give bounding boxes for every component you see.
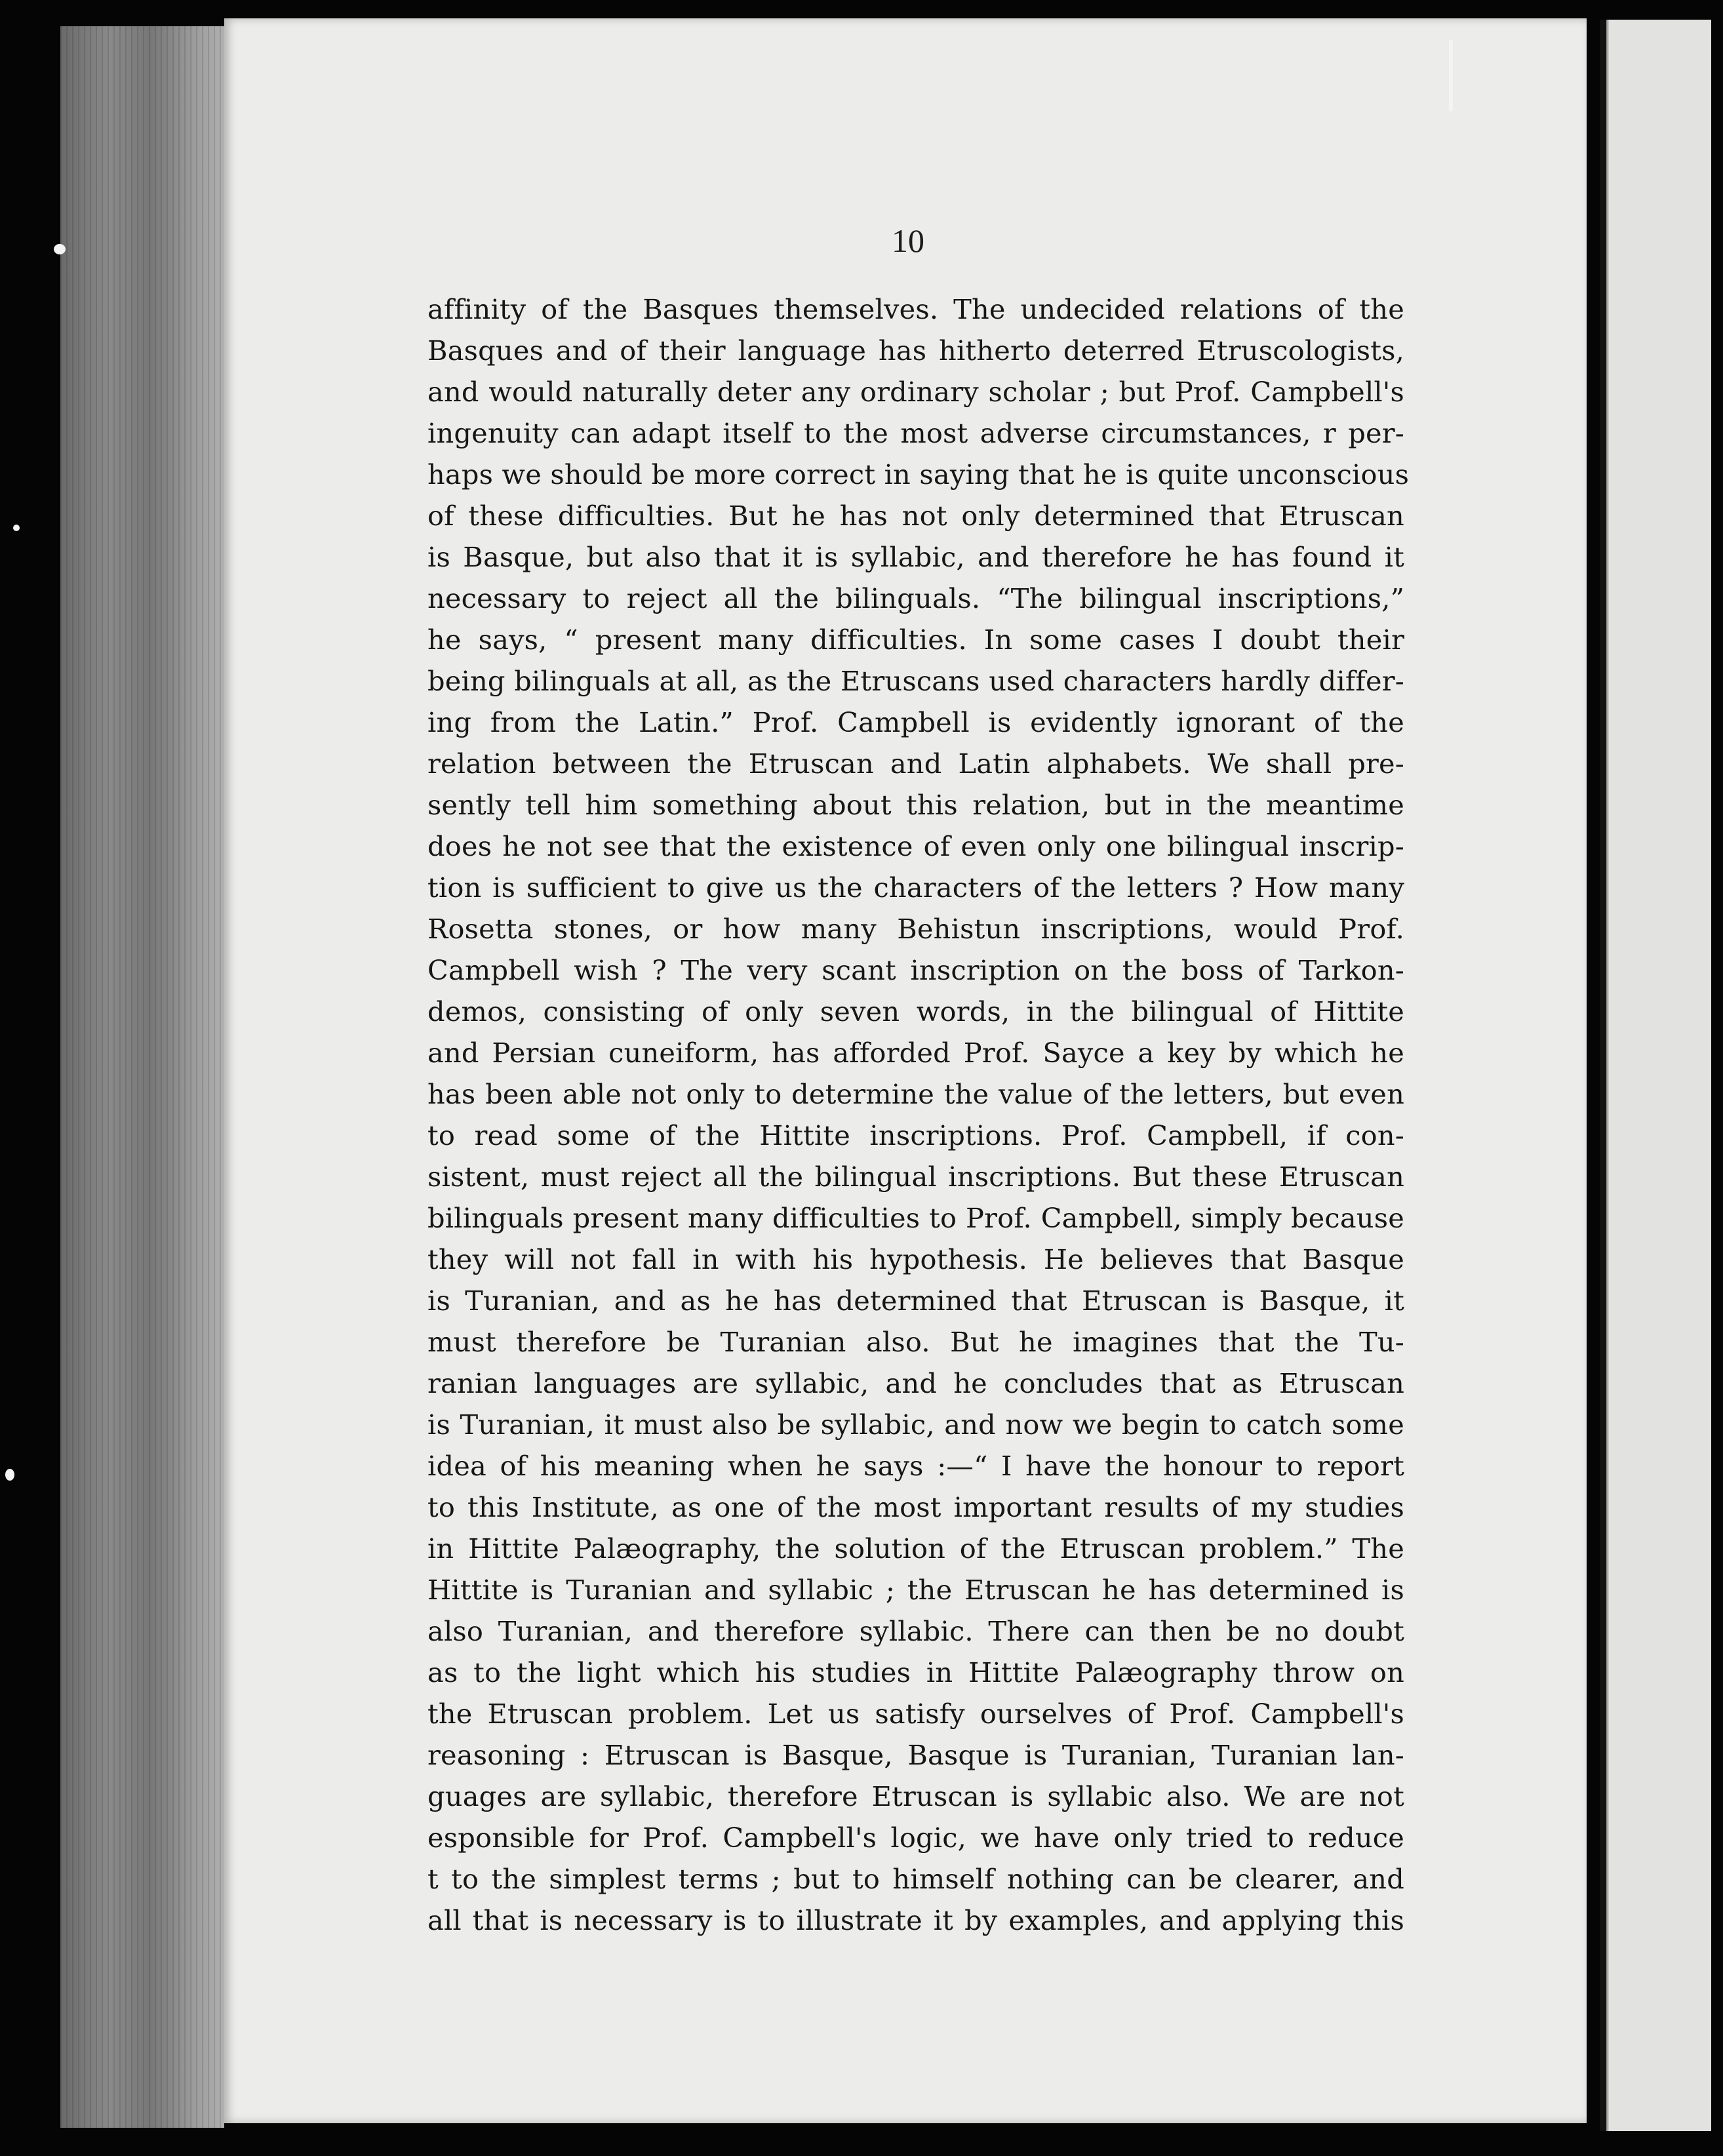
text-line: bilinguals present many difficulties to Prof. Campbell, simply because	[427, 1202, 1404, 1234]
text-line: he says, “ present many difficulties. In some cases I doubt their	[427, 624, 1404, 656]
dust-speck	[5, 1469, 14, 1481]
text-line: has been able not only to determine the value of the letters, but even	[427, 1078, 1404, 1110]
next-page-edge	[1600, 20, 1711, 2131]
text-line: they will not fall in with his hypothesis. He believes that Basque	[427, 1243, 1404, 1275]
text-line: reasoning : Etruscan is Basque, Basque is Turanian, Turanian lan-	[427, 1739, 1404, 1771]
text-line: to read some of the Hittite inscriptions. Prof. Campbell, if con-	[427, 1119, 1404, 1151]
text-line: Basques and of their language has hitherto deterred Etruscologists,	[427, 334, 1404, 367]
text-line: esponsible for Prof. Campbell's logic, we have only tried to reduce	[427, 1822, 1404, 1854]
dust-speck	[13, 525, 20, 531]
text-line: does he not see that the existence of even only one bilingual inscrip-	[427, 830, 1404, 862]
text-line: is Turanian, it must also be syllabic, and now we begin to catch some	[427, 1408, 1404, 1441]
text-line: haps we should be more correct in saying that he is quite unconscious	[427, 458, 1410, 490]
text-line: to this Institute, as one of the most important results of my studies	[427, 1491, 1404, 1523]
text-line: also Turanian, and therefore syllabic. There can then be no doubt	[427, 1615, 1404, 1647]
page-edges	[60, 26, 224, 2128]
text-line: being bilinguals at all, as the Etruscans used characters hardly differ-	[427, 665, 1404, 697]
text-line: idea of his meaning when he says :—“ I have the honour to report	[427, 1450, 1404, 1482]
text-line: ing from the Latin.” Prof. Campbell is evidently ignorant of the	[427, 706, 1404, 738]
text-line: Rosetta stones, or how many Behistun inscriptions, would Prof.	[427, 913, 1404, 945]
text-line: relation between the Etruscan and Latin alphabets. We shall pre-	[427, 748, 1404, 780]
text-line: the Etruscan problem. Let us satisfy ourselves of Prof. Campbell's	[427, 1698, 1404, 1730]
text-line: guages are syllabic, therefore Etruscan is syllabic also. We are not	[427, 1780, 1404, 1812]
gutter-shadow	[1600, 20, 1606, 2131]
text-line: t to the simplest terms ; but to himself nothing can be clearer, and	[427, 1863, 1404, 1895]
dust-speck	[1449, 39, 1453, 111]
text-line: is Basque, but also that it is syllabic, and therefore he has found it	[427, 541, 1404, 573]
body-text	[427, 289, 1410, 1941]
text-line: sently tell him something about this relation, but in the meantime	[427, 789, 1404, 821]
text-line: as to the light which his studies in Hittite Palæography throw on	[427, 1656, 1404, 1688]
text-line: ingenuity can adapt itself to the most adverse circumstances, r per-	[427, 417, 1404, 449]
text-line: tion is sufficient to give us the characters of the letters ? How many	[427, 871, 1404, 904]
text-line: must therefore be Turanian also. But he imagines that the Tu-	[427, 1326, 1404, 1358]
text-line: and would naturally deter any ordinary scholar ; but Prof. Campbell's	[427, 376, 1404, 408]
text-line: necessary to reject all the bilinguals. “The bilingual inscriptions,”	[427, 582, 1404, 614]
text-line: all that is necessary is to illustrate it by examples, and applying this	[427, 1904, 1404, 1936]
text-line: demos, consisting of only seven words, in the bilingual of Hittite	[427, 995, 1404, 1028]
text-line: ranian languages are syllabic, and he concludes that as Etruscan	[427, 1367, 1404, 1399]
text-line: affinity of the Basques themselves. The undecided relations of the	[427, 293, 1404, 325]
dust-speck	[54, 244, 66, 254]
text-line: Campbell wish ? The very scant inscription on the boss of Tarkon-	[427, 954, 1404, 986]
text-line: and Persian cuneiform, has afforded Prof. Sayce a key by which he	[427, 1037, 1404, 1069]
page-number: 10	[892, 222, 924, 259]
text-line: is Turanian, and as he has determined that Etruscan is Basque, it	[427, 1285, 1404, 1317]
text-line: in Hittite Palæography, the solution of the Etruscan problem.” The	[427, 1532, 1404, 1565]
text-line: of these difficulties. But he has not only determined that Etruscan	[427, 500, 1404, 532]
text-line: Hittite is Turanian and syllabic ; the Etruscan he has determined is	[427, 1574, 1404, 1606]
text-line: sistent, must reject all the bilingual inscriptions. But these Etruscan	[427, 1161, 1404, 1193]
